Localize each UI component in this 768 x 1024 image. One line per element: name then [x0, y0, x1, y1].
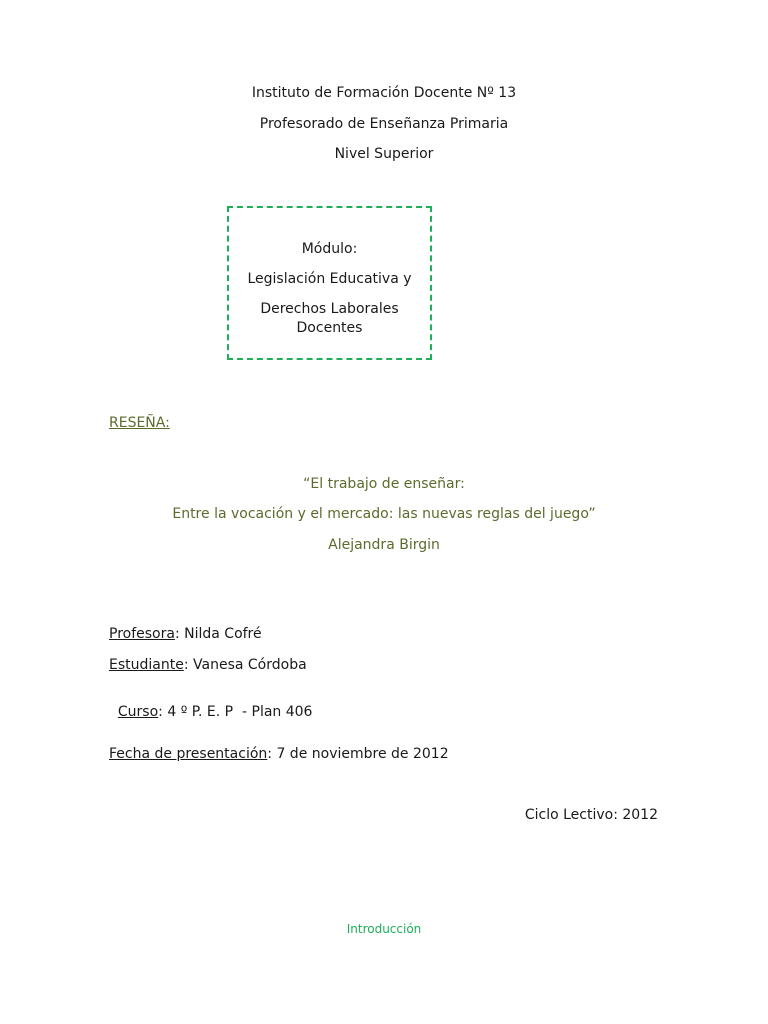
teacher-label: Profesora	[109, 626, 175, 642]
introduction-heading: Introducción	[346, 922, 422, 936]
course-value: : 4 º P. E. P - Plan 406	[158, 704, 313, 720]
teacher-field	[109, 625, 262, 643]
course-field	[109, 685, 312, 721]
date-value: : 7 de noviembre de 2012	[267, 746, 449, 762]
level-name: Nivel Superior	[334, 146, 434, 162]
review-heading: RESEÑA:	[109, 415, 170, 431]
module-line-3: Docentes	[296, 320, 363, 336]
program-name: Profesorado de Enseñanza Primaria	[259, 116, 509, 132]
teacher-value: : Nilda Cofré	[174, 626, 262, 642]
module-line-1: Legislación Educativa y	[247, 271, 412, 287]
course-label: Curso	[117, 704, 159, 720]
student-field	[109, 656, 307, 674]
module-line-2: Derechos Laborales	[260, 301, 399, 317]
module-box	[227, 206, 432, 360]
academic-cycle: Ciclo Lectivo: 2012	[524, 807, 658, 823]
student-value: : Vanesa Córdoba	[183, 657, 307, 673]
date-field	[109, 745, 449, 763]
review-title-line-1: “El trabajo de enseñar:	[303, 476, 465, 492]
institute-name: Instituto de Formación Docente Nº 13	[251, 85, 517, 101]
student-label: Estudiante	[109, 657, 184, 673]
date-label: Fecha de presentación	[109, 746, 268, 762]
review-title-line-2: Entre la vocación y el mercado: las nuevas reglas del juego”	[172, 506, 596, 522]
module-label: Módulo:	[301, 241, 358, 257]
review-author: Alejandra Birgin	[328, 537, 440, 553]
